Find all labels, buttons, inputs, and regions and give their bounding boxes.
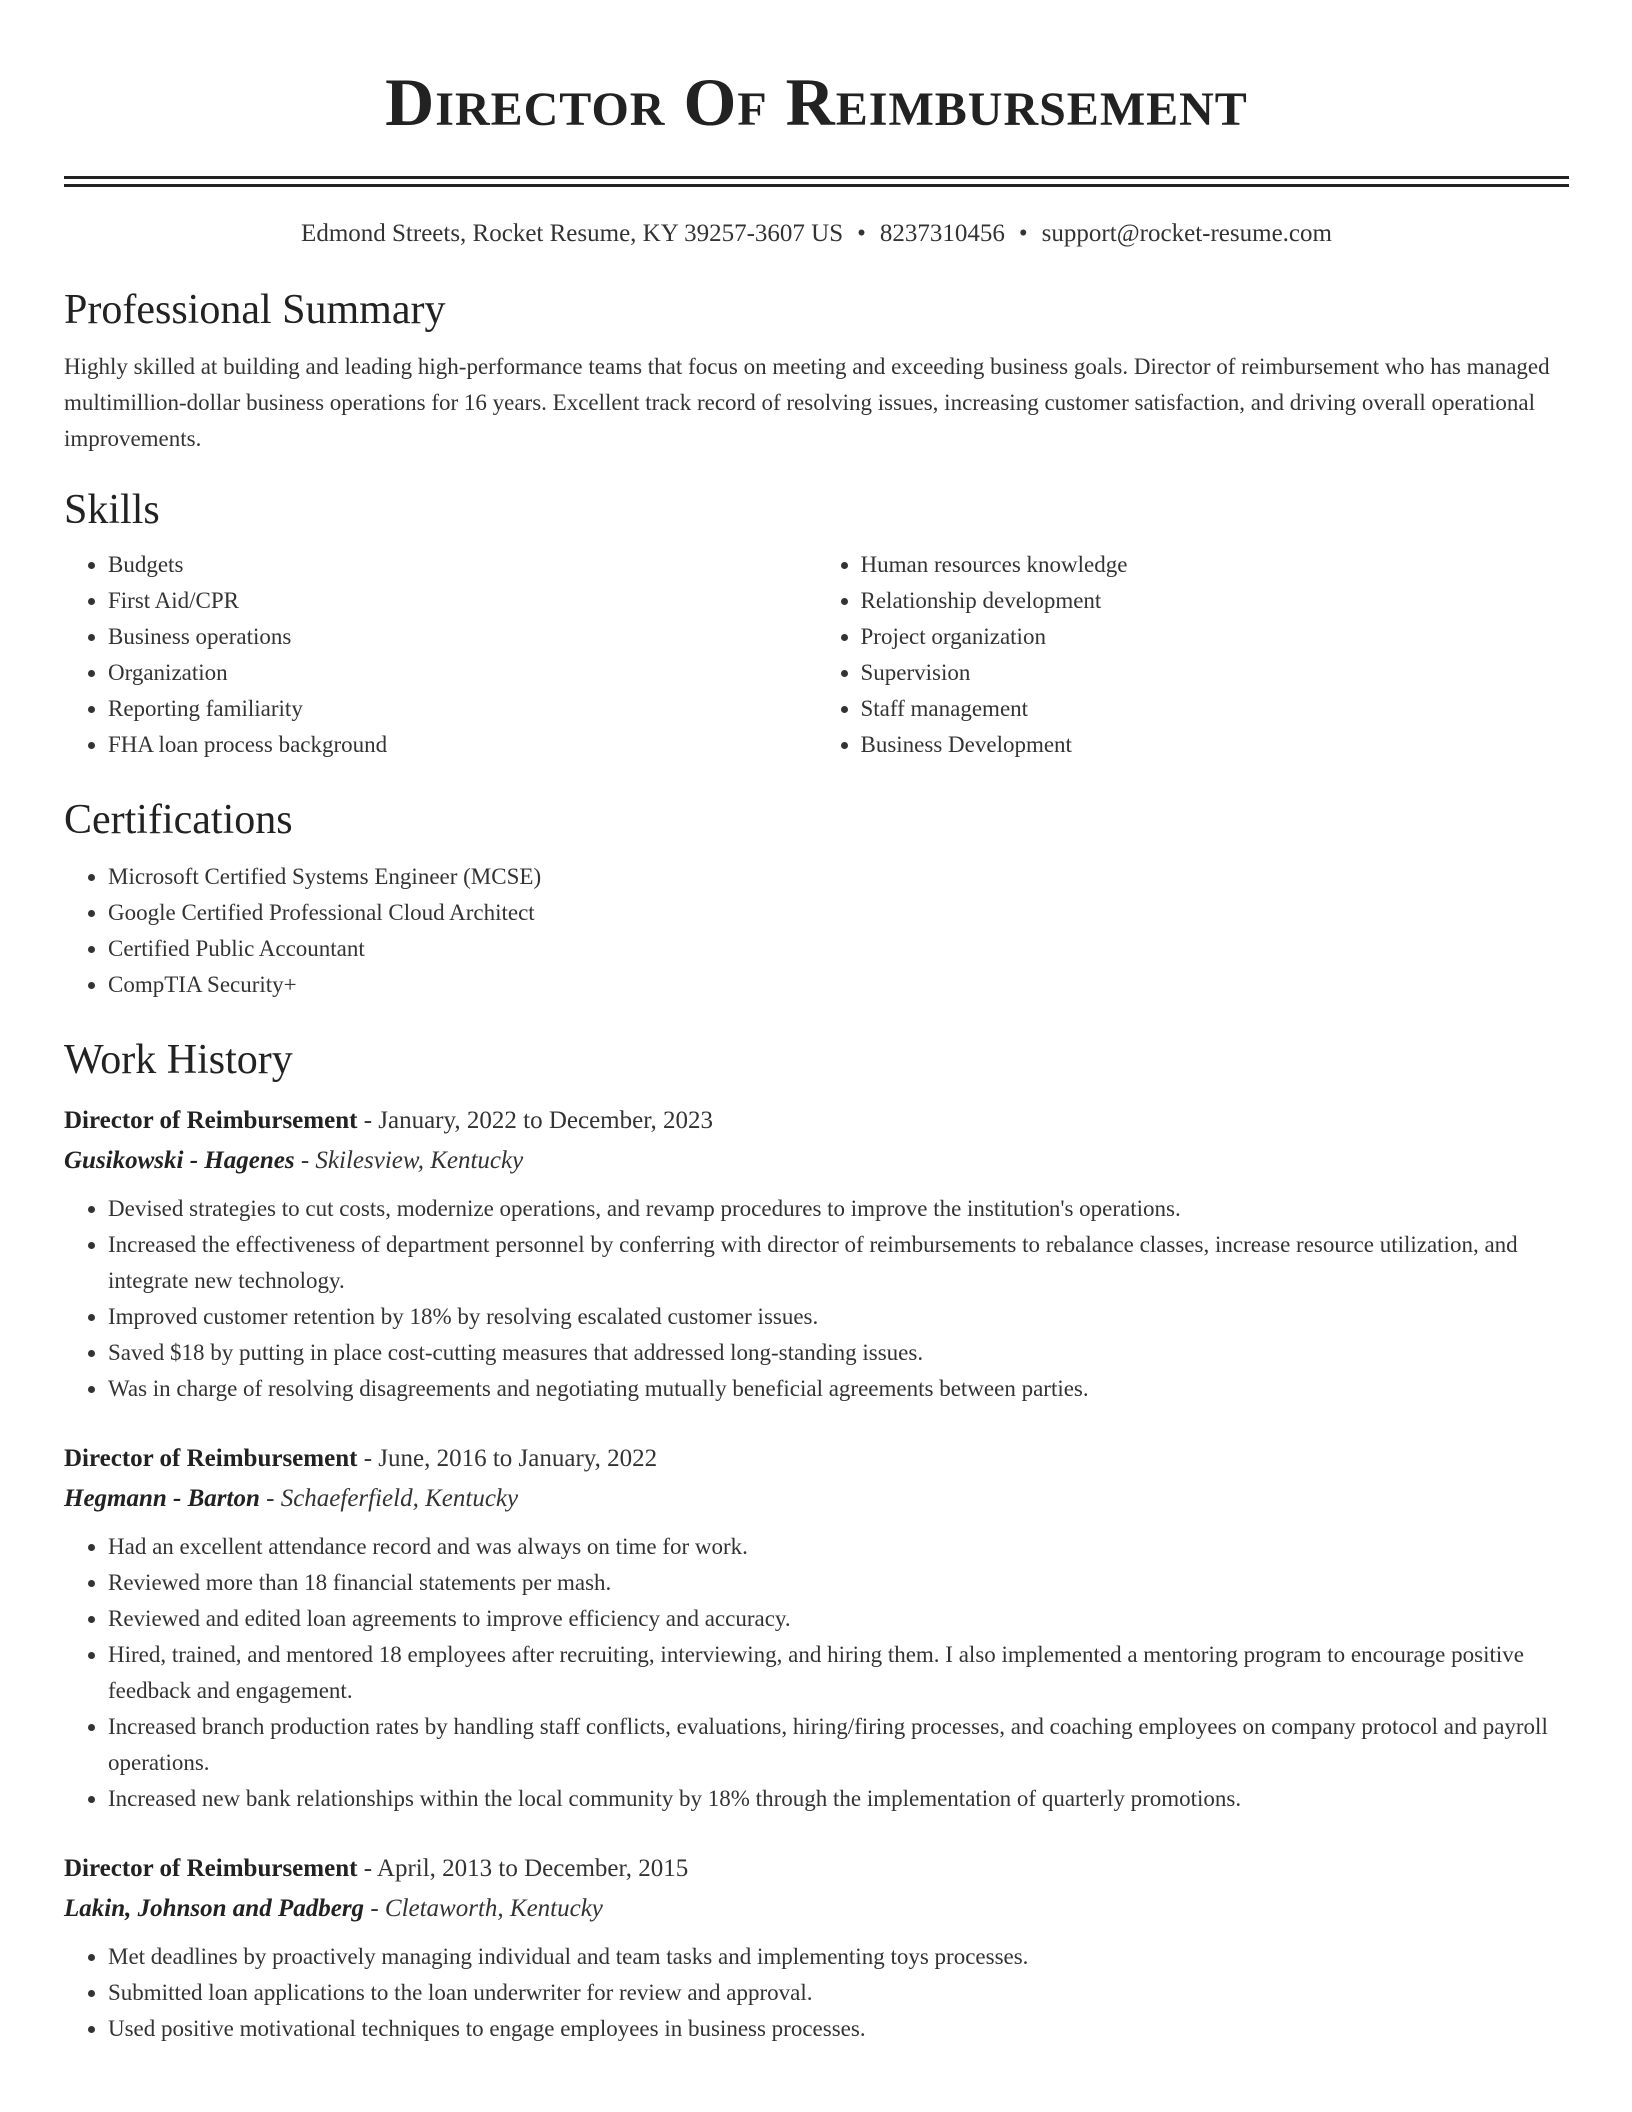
job-entry	[64, 1101, 1569, 1407]
job-header	[64, 1439, 1569, 1479]
contact-separator: •	[857, 220, 866, 247]
skill-item: • Budgets	[108, 547, 817, 583]
job-bullet: • Reviewed and edited loan agreements to improve efficiency and accuracy.	[108, 1601, 1569, 1637]
job-bullet: • Had an excellent attendance record and was always on time for work.	[108, 1529, 1569, 1565]
skill-item: • Relationship development	[861, 583, 1570, 619]
certifications-heading: Certifications	[64, 797, 293, 843]
contact-line	[64, 217, 1569, 251]
job-bullet: • Increased branch production rates by handling staff conflicts, evaluations, hiring/firing processes, and coaching employees on company protocol and payroll operations.	[108, 1709, 1569, 1781]
skill-item: • Supervision	[861, 655, 1570, 691]
job-dates: - January, 2022 to December, 2023	[357, 1107, 714, 1134]
title-divider-bottom	[64, 184, 1569, 187]
job-bullet: • Saved $18 by putting in place cost-cutting measures that addressed long-standing issues.	[108, 1335, 1569, 1371]
skills-columns	[64, 547, 1569, 763]
job-employer	[64, 1479, 1569, 1519]
job-bullet: • Met deadlines by proactively managing individual and team tasks and implementing toys processes.	[108, 1939, 1569, 1975]
job-bullet: • Used positive motivational techniques to engage employees in business processes.	[108, 2011, 1569, 2047]
skill-item: • First Aid/CPR	[108, 583, 817, 619]
skill-item: • Human resources knowledge	[861, 547, 1570, 583]
job-bullet: • Devised strategies to cut costs, modernize operations, and revamp procedures to improve the institution's operations.	[108, 1191, 1569, 1227]
job-bullets	[64, 1939, 1569, 2047]
job-bullet: • Increased the effectiveness of department personnel by conferring with director of reimbursements to rebalance classes, increase resource utilization, and integrate new technology.	[108, 1227, 1569, 1299]
job-entry	[64, 1849, 1569, 2047]
certification-item: • Microsoft Certified Systems Engineer (MCSE)	[108, 859, 1569, 895]
contact-email: support@rocket-resume.com	[1041, 220, 1332, 247]
job-header	[64, 1101, 1569, 1141]
job-entry	[64, 1439, 1569, 1817]
resume-title: Director Of Reimbursement	[385, 64, 1248, 140]
job-title: Director of Reimbursement	[64, 1445, 358, 1472]
certifications-list	[64, 859, 1569, 1003]
job-bullet: • Submitted loan applications to the loan underwriter for review and approval.	[108, 1975, 1569, 2011]
job-bullet: • Increased new bank relationships within the local community by 18% through the implementation of quarterly promotions.	[108, 1781, 1569, 1817]
job-dates: - June, 2016 to January, 2022	[357, 1445, 658, 1472]
job-bullet: • Reviewed more than 18 financial statements per mash.	[108, 1565, 1569, 1601]
job-employer	[64, 1889, 1569, 1929]
skill-item: • Staff management	[861, 691, 1570, 727]
summary-heading: Professional Summary	[64, 287, 446, 333]
job-employer	[64, 1141, 1569, 1181]
title-divider-top	[64, 176, 1569, 179]
contact-phone: 8237310456	[879, 220, 1005, 247]
job-bullet: • Improved customer retention by 18% by resolving escalated customer issues.	[108, 1299, 1569, 1335]
contact-address: Edmond Streets, Rocket Resume, KY 39257-3607 US	[301, 220, 844, 247]
certification-item: • Google Certified Professional Cloud Architect	[108, 895, 1569, 931]
job-company: Hegmann - Barton	[64, 1485, 260, 1512]
summary-text: Highly skilled at building and leading high-performance teams that focus on meeting and exceeding business goals. Director of reimbursement who has managed multimillion-dollar business operations for 16 years. Excellent track record of resolving issues, increasing customer satisfaction, and driving overall operational improvements.	[64, 354, 1550, 451]
skills-heading: Skills	[64, 487, 160, 533]
skills-column-right	[817, 547, 1570, 763]
job-dates: - April, 2013 to December, 2015	[357, 1855, 689, 1882]
skills-list-right	[817, 547, 1570, 763]
job-bullet: • Was in charge of resolving disagreements and negotiating mutually beneficial agreements between parties.	[108, 1371, 1569, 1407]
job-bullets	[64, 1191, 1569, 1407]
contact-separator: •	[1018, 220, 1028, 247]
job-location: - Cletaworth, Kentucky	[364, 1895, 603, 1922]
skills-column-left	[64, 547, 817, 763]
skill-item: • Reporting familiarity	[108, 691, 817, 727]
certification-item: • Certified Public Accountant	[108, 931, 1569, 967]
work-history-heading: Work History	[64, 1037, 293, 1083]
resume-page	[64, 0, 1569, 2047]
certification-item: • CompTIA Security+	[108, 967, 1569, 1003]
job-company: Gusikowski - Hagenes	[64, 1147, 295, 1174]
job-header	[64, 1849, 1569, 1889]
job-bullets	[64, 1529, 1569, 1817]
skill-item: • Project organization	[861, 619, 1570, 655]
job-title: Director of Reimbursement	[64, 1855, 358, 1882]
job-company: Lakin, Johnson and Padberg	[64, 1895, 365, 1922]
skill-item: • FHA loan process background	[108, 727, 817, 763]
skill-item: • Business operations	[108, 619, 817, 655]
job-title: Director of Reimbursement	[64, 1107, 358, 1134]
skill-item: • Organization	[108, 655, 817, 691]
skills-list-left	[64, 547, 817, 763]
job-location: - Skilesview, Kentucky	[294, 1147, 524, 1174]
skill-item: • Business Development	[861, 727, 1570, 763]
job-bullet: • Hired, trained, and mentored 18 employees after recruiting, interviewing, and hiring them. I also implemented a mentoring program to encourage positive feedback and engagement.	[108, 1637, 1569, 1709]
job-location: - Schaeferfield, Kentucky	[259, 1485, 519, 1512]
